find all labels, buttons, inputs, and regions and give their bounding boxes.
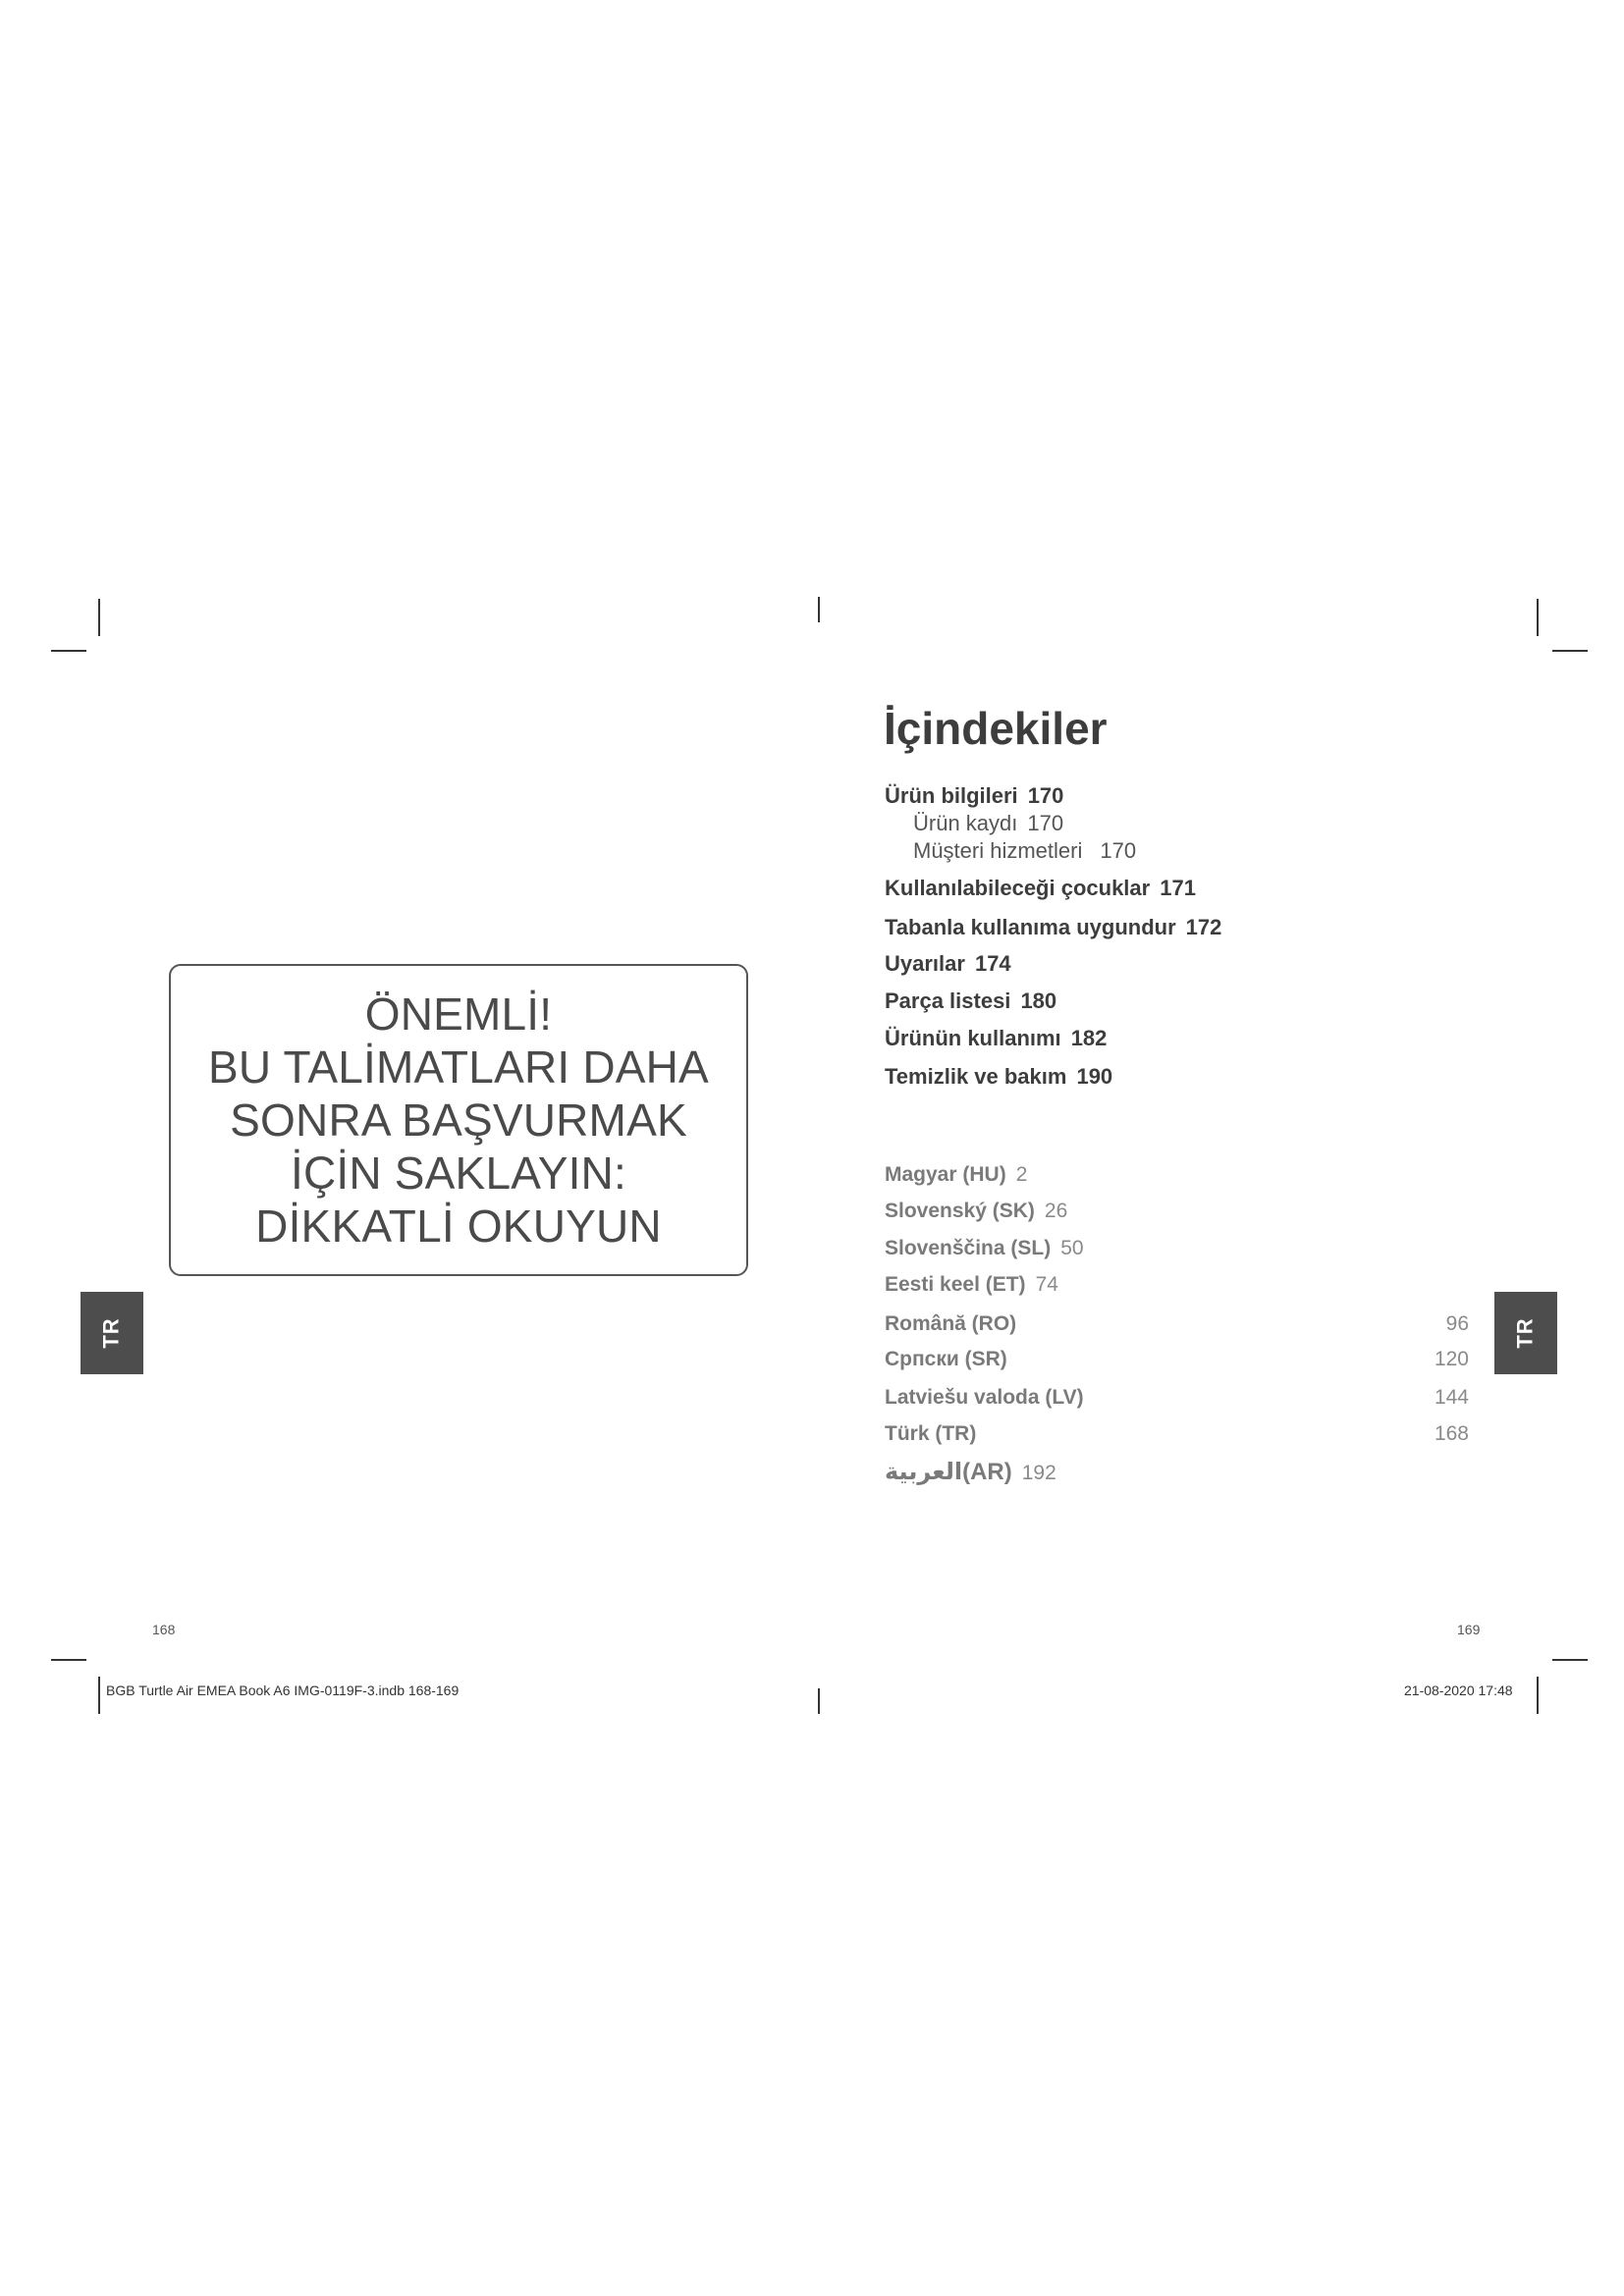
language-page: 120 (1434, 1348, 1469, 1370)
notice-line: ÖNEMLİ! (364, 988, 553, 1040)
print-slug-right: 21-08-2020 17:48 (1404, 1682, 1513, 1698)
toc-entry-label: Ürün kaydı (913, 811, 1018, 835)
notice-line: SONRA BAŞVURMAK (230, 1095, 687, 1146)
notice-line: İÇİN SAKLAYIN: (291, 1148, 626, 1199)
crop-mark (1552, 1659, 1588, 1661)
toc-entry-page: 182 (1070, 1026, 1108, 1050)
toc-entry-label: Uyarılar (885, 951, 965, 976)
crop-mark (818, 597, 820, 622)
language-page: 26 (1044, 1200, 1068, 1222)
language-name: Српски (SR) (885, 1348, 1007, 1370)
toc-entry-page: 170 (1027, 811, 1064, 835)
toc-entry-page: 170 (1100, 838, 1137, 863)
toc-entry-label: Temizlik ve bakım (885, 1064, 1067, 1089)
language-page: 96 (1445, 1312, 1469, 1335)
toc-entry-label: Ürün bilgileri (885, 783, 1018, 808)
toc-entry-label: Kullanılabileceği çocuklar (885, 876, 1151, 900)
language-side-tab-left (81, 1292, 143, 1374)
language-entry[interactable] (885, 1163, 1027, 1187)
toc-entry[interactable] (885, 1026, 1107, 1051)
language-side-tab-right (1494, 1292, 1557, 1374)
toc-entry[interactable] (885, 1064, 1112, 1090)
toc-entry-page: 190 (1076, 1064, 1113, 1089)
language-name: Magyar (HU) (885, 1163, 1006, 1186)
toc-entry-page: 170 (1027, 783, 1064, 808)
language-entry[interactable] (885, 1200, 1067, 1223)
crop-mark (1537, 599, 1539, 636)
toc-subentry[interactable] (913, 838, 1136, 864)
language-name: Română (RO) (885, 1312, 1017, 1335)
language-page: 144 (1434, 1386, 1469, 1409)
language-name: Türk (TR) (885, 1422, 977, 1445)
side-tab-label: TR (1512, 1317, 1538, 1349)
toc-entry-label: Ürünün kullanımı (885, 1026, 1061, 1050)
language-page: 2 (1015, 1163, 1028, 1186)
language-name: العربية(AR) (885, 1459, 1012, 1485)
toc-entry[interactable] (885, 988, 1056, 1014)
toc-entry-page: 174 (974, 951, 1011, 976)
crop-mark (51, 1659, 86, 1661)
language-entry[interactable] (885, 1312, 1016, 1336)
language-name: Slovenský (SK) (885, 1200, 1035, 1222)
toc-entry-label: Müşteri hizmetleri (913, 838, 1083, 863)
toc-entry-label: Tabanla kullanıma uygundur (885, 915, 1176, 939)
crop-mark (818, 1688, 820, 1714)
language-entry[interactable] (885, 1273, 1058, 1297)
crop-mark (98, 599, 100, 636)
toc-entry[interactable] (885, 951, 1011, 977)
notice-line: DİKKATLİ OKUYUN (255, 1201, 662, 1252)
toc-title: İçindekiler (884, 703, 1108, 754)
language-page: 50 (1060, 1237, 1084, 1259)
notice-line: BU TALİMATLARI DAHA (208, 1041, 709, 1093)
toc-subentry[interactable] (913, 811, 1063, 836)
toc-entry[interactable] (885, 915, 1221, 940)
toc-entry-page: 172 (1185, 915, 1222, 939)
print-slug-left: BGB Turtle Air EMEA Book A6 IMG-0119F-3.indb 168-169 (106, 1682, 460, 1698)
language-entry[interactable] (885, 1458, 1056, 1486)
toc-entry[interactable] (885, 783, 1063, 809)
language-name: Latviešu valoda (LV) (885, 1386, 1084, 1409)
language-entry[interactable] (885, 1386, 1084, 1410)
language-entry[interactable] (885, 1422, 976, 1446)
language-page: 168 (1434, 1422, 1469, 1445)
side-tab-label: TR (98, 1317, 124, 1349)
crop-mark (1552, 650, 1588, 652)
crop-mark (51, 650, 86, 652)
toc-entry-page: 180 (1020, 988, 1057, 1013)
toc-entry-label: Parça listesi (885, 988, 1011, 1013)
toc-entry[interactable] (885, 876, 1196, 901)
language-name: Eesti keel (ET) (885, 1273, 1026, 1296)
page-number-left: 168 (152, 1622, 176, 1637)
toc-entry-page: 171 (1160, 876, 1196, 900)
crop-mark (1537, 1677, 1539, 1714)
language-entry[interactable] (885, 1237, 1084, 1260)
language-page: 192 (1021, 1462, 1056, 1484)
language-entry[interactable] (885, 1348, 1007, 1371)
crop-mark (98, 1677, 100, 1714)
language-name: Slovenščina (SL) (885, 1237, 1052, 1259)
important-notice-box (169, 964, 748, 1276)
page-number-right: 169 (1457, 1622, 1481, 1637)
language-page: 74 (1035, 1273, 1058, 1296)
